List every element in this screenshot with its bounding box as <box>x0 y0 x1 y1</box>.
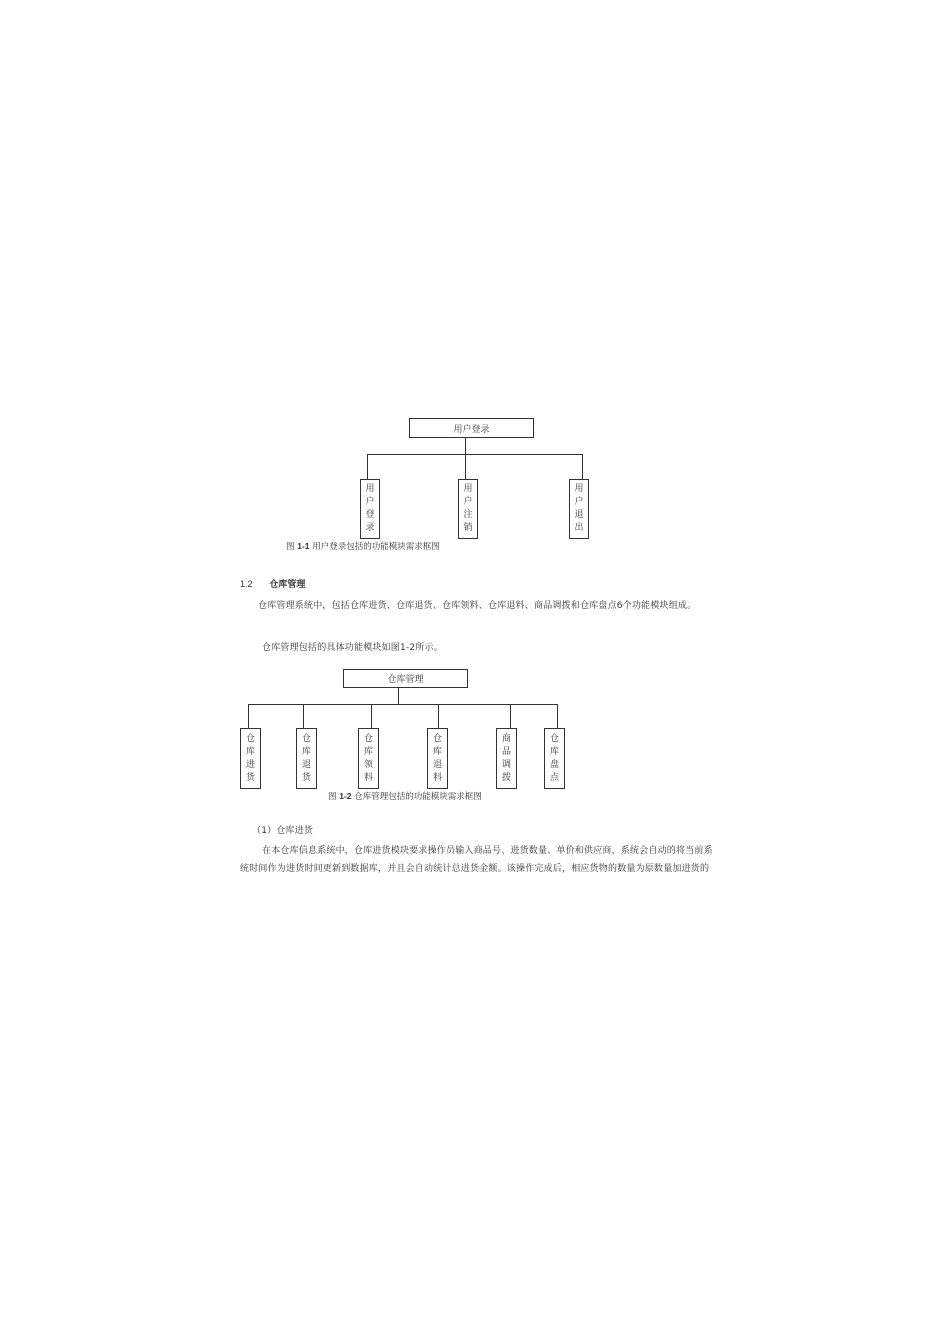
subsection-line-1: 在本仓库信息系统中，仓库进货模块要求操作员输入商品号、进货数量、单价和供应商，系统会自动的将当前系 <box>262 846 713 856</box>
vertical-label-char: 货 <box>301 772 311 783</box>
fig2-child-box-1 <box>240 728 261 789</box>
vertical-label-char: 退 <box>574 510 584 520</box>
fig1-root-box <box>409 418 534 438</box>
vertical-label-char: 库 <box>363 746 373 757</box>
fig2-child-box-4 <box>427 728 448 789</box>
vertical-label-char: 注 <box>463 510 473 520</box>
fig2-drop-3 <box>371 704 372 729</box>
vertical-label-char: 销 <box>463 523 473 533</box>
vertical-label-char: 录 <box>365 523 375 533</box>
section-number: 1.2 <box>240 579 253 589</box>
vertical-label-char: 用 <box>365 484 375 494</box>
fig2-root-label: 仓库管理 <box>387 675 424 685</box>
fig2-caption <box>328 790 482 802</box>
fig2-drop-4 <box>438 704 439 729</box>
vertical-label-char: 货 <box>245 772 255 783</box>
fig1-child-box-3 <box>569 479 589 539</box>
fig1-caption-number: 1-1 <box>297 541 310 551</box>
fig2-root-stem <box>398 688 399 705</box>
vertical-label-char: 拨 <box>501 772 511 783</box>
vertical-label-char: 调 <box>501 759 511 770</box>
vertical-label-char: 仓 <box>301 733 311 744</box>
vertical-label-char: 用 <box>574 484 584 494</box>
vertical-label-char: 仓 <box>432 733 442 744</box>
section-intro-2: 仓库管理包括的具体功能模块如图1-2所示。 <box>262 643 443 653</box>
fig1-child-box-1 <box>360 479 380 539</box>
fig2-child-box-5 <box>496 728 517 789</box>
fig1-root-stem <box>465 438 466 455</box>
fig1-drop-3 <box>582 454 583 480</box>
fig2-drop-6 <box>557 704 558 729</box>
vertical-label-char: 登 <box>365 510 375 520</box>
vertical-label-char: 退 <box>432 759 442 770</box>
vertical-label-char: 户 <box>365 497 375 507</box>
vertical-label-char: 仓 <box>363 733 373 744</box>
fig1-caption <box>286 540 440 552</box>
fig2-child-box-6 <box>544 728 565 789</box>
fig2-root-box <box>343 669 468 688</box>
vertical-label-char: 退 <box>301 759 311 770</box>
fig2-drop-2 <box>303 704 304 729</box>
vertical-label-char: 户 <box>463 497 473 507</box>
vertical-label-char: 点 <box>549 772 559 783</box>
vertical-label-char: 库 <box>549 746 559 757</box>
vertical-label-char: 用 <box>463 484 473 494</box>
vertical-label-char: 仓 <box>549 733 559 744</box>
vertical-label-char: 库 <box>301 746 311 757</box>
fig1-child-box-2 <box>458 479 478 539</box>
vertical-label-char: 品 <box>501 746 511 757</box>
fig1-drop-2 <box>465 454 466 480</box>
vertical-label-char: 仓 <box>245 733 255 744</box>
fig1-bus <box>367 454 583 455</box>
vertical-label-char: 料 <box>363 772 373 783</box>
fig1-drop-1 <box>367 454 368 480</box>
subsection-line-2: 统时间作为进货时间更新到数据库，并且会自动统计总进货金额。该操作完成后，相应货物的数量为原数量加进货的 <box>240 864 710 874</box>
section-title: 仓库管理 <box>269 580 306 590</box>
vertical-label-char: 库 <box>245 746 255 757</box>
fig1-caption-text: 用户登录包括的功能模块需求框图 <box>312 542 440 552</box>
fig2-drop-5 <box>510 704 511 729</box>
fig2-child-box-2 <box>296 728 317 789</box>
fig1-caption-prefix: 图 <box>286 542 295 552</box>
vertical-label-char: 领 <box>363 759 373 770</box>
vertical-label-char: 商 <box>501 733 511 744</box>
section-heading <box>240 577 305 590</box>
fig1-root-label: 用户登录 <box>453 424 490 435</box>
section-intro: 仓库管理系统中，包括仓库进货、仓库退货、仓库领料、仓库退料、商品调拨和仓库盘点6个功能模块组成。 <box>258 601 697 611</box>
vertical-label-char: 盘 <box>549 759 559 770</box>
subsection-title: （1）仓库进货 <box>252 826 314 836</box>
vertical-label-char: 料 <box>432 772 442 783</box>
fig2-drop-1 <box>248 704 249 729</box>
fig2-caption-number: 1-2 <box>339 791 352 801</box>
fig2-caption-prefix: 图 <box>328 792 337 802</box>
vertical-label-char: 库 <box>432 746 442 757</box>
vertical-label-char: 进 <box>245 759 255 770</box>
fig2-child-box-3 <box>358 728 379 789</box>
fig2-bus <box>248 704 558 705</box>
vertical-label-char: 户 <box>574 497 584 507</box>
vertical-label-char: 出 <box>574 523 584 533</box>
fig2-caption-text: 仓库管理包括的功能模块需求框图 <box>354 792 482 802</box>
